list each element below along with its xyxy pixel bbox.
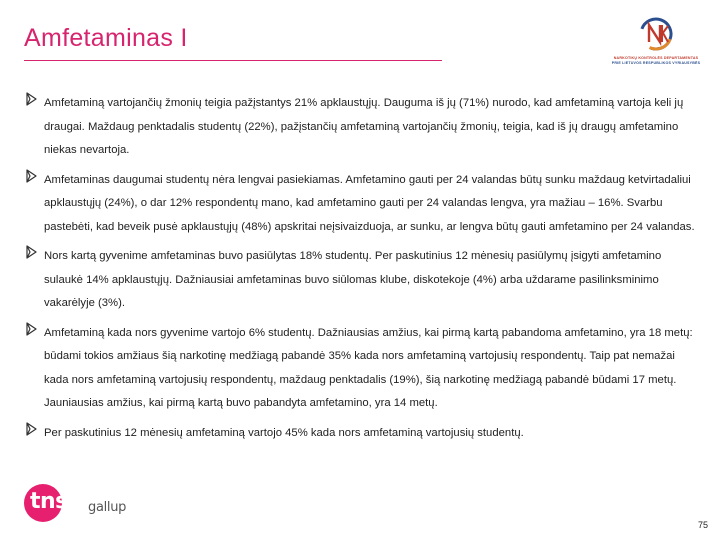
bullet-text: Amfetaminas daugumai studentų nėra lengvai pasiekiamas. Amfetamino gauti per 24 valandas būtų sunku maždaug ketvirtadaliui apklaustųjų (24%), o dar 12% respondentų mano, kad amfetamino gauti per 24 valandas lengva, yra mažiau – 16%. Svarbu pastebėti, kad beveik pusė apklaustųjų (48%) apskritai neįsivaizduoja, ar sunku, ar lengva būtų gauti amfetamino per 24 valandas. [44, 173, 695, 233]
gallup-wordmark: gallup [88, 500, 127, 515]
bullet-text: Amfetaminą kada nors gyvenime vartojo 6% studentų. Dažniausias amžius, kai pirmą kartą pabandoma amfetamino, yra 18 metų: būdami tokios amžiaus šią narkotinę medžiagą pabandė 35% kada nors amfetaminą vartojusių respondentų. Taip pat nemažai kada nors amfetaminą vartojusių respondentų, maždaug penktadalis (19%), šią narkotinę medžiagą pabandė būdami 17 metų. Jauniausias amžius, kai pirmą kartą buvo pabandyta amfetamino, yra 14 metų. [44, 326, 693, 409]
bullet-list [26, 96, 696, 445]
arrow-bullet-icon [26, 245, 38, 259]
arrow-bullet-icon [26, 422, 38, 436]
bullet-item [26, 92, 696, 163]
bullet-item [26, 422, 696, 446]
bullet-text: Amfetaminą vartojančių žmonių teigia pažįstantys 21% apklaustųjų. Dauguma iš jų (71%) nurodo, kad amfetaminą vartoja keli jų draugai. Maždaug penktadalis studentų (22%), pažįstančių amfetaminą vartojančių žmonių, teigia, kad iš jų draugų amfetamino niekas nevartoja. [44, 97, 684, 156]
arrow-bullet-icon [26, 92, 38, 106]
logo-line-2: PRIE LIETUVOS RESPUBLIKOS VYRIAUSYBĖS [611, 61, 701, 65]
arrow-bullet-icon [26, 322, 38, 336]
logo-line-1: NARKOTIKŲ KONTROLĖS DEPARTAMENTAS [613, 56, 699, 60]
bullet-item [26, 245, 696, 316]
bullet-item [26, 169, 696, 240]
title-divider [24, 60, 442, 61]
page-title: Amfetaminas I [24, 24, 188, 52]
ndk-emblem-icon [634, 14, 678, 54]
bullet-item [26, 322, 696, 416]
tns-wordmark: tns [30, 489, 68, 514]
ndk-logo [600, 14, 712, 66]
bullet-text: Per paskutinius 12 mėnesių amfetaminą vartojo 45% kada nors amfetaminą vartojusių studentų. [44, 426, 524, 439]
bullet-text: Nors kartą gyvenime amfetaminas buvo pasiūlytas 18% studentų. Per paskutinius 12 mėnesių pasiūlymų įsigyti amfetamino sulaukė 14% apklaustųjų. Dažniausiai amfetaminas buvo siūlomas klube, diskotekoje (4%) arba uždarame pasilinksminimo vakarėlyje (3%). [44, 250, 662, 309]
arrow-bullet-icon [26, 169, 38, 183]
page-number: 75 [697, 520, 708, 530]
tns-gallup-logo [24, 484, 127, 524]
